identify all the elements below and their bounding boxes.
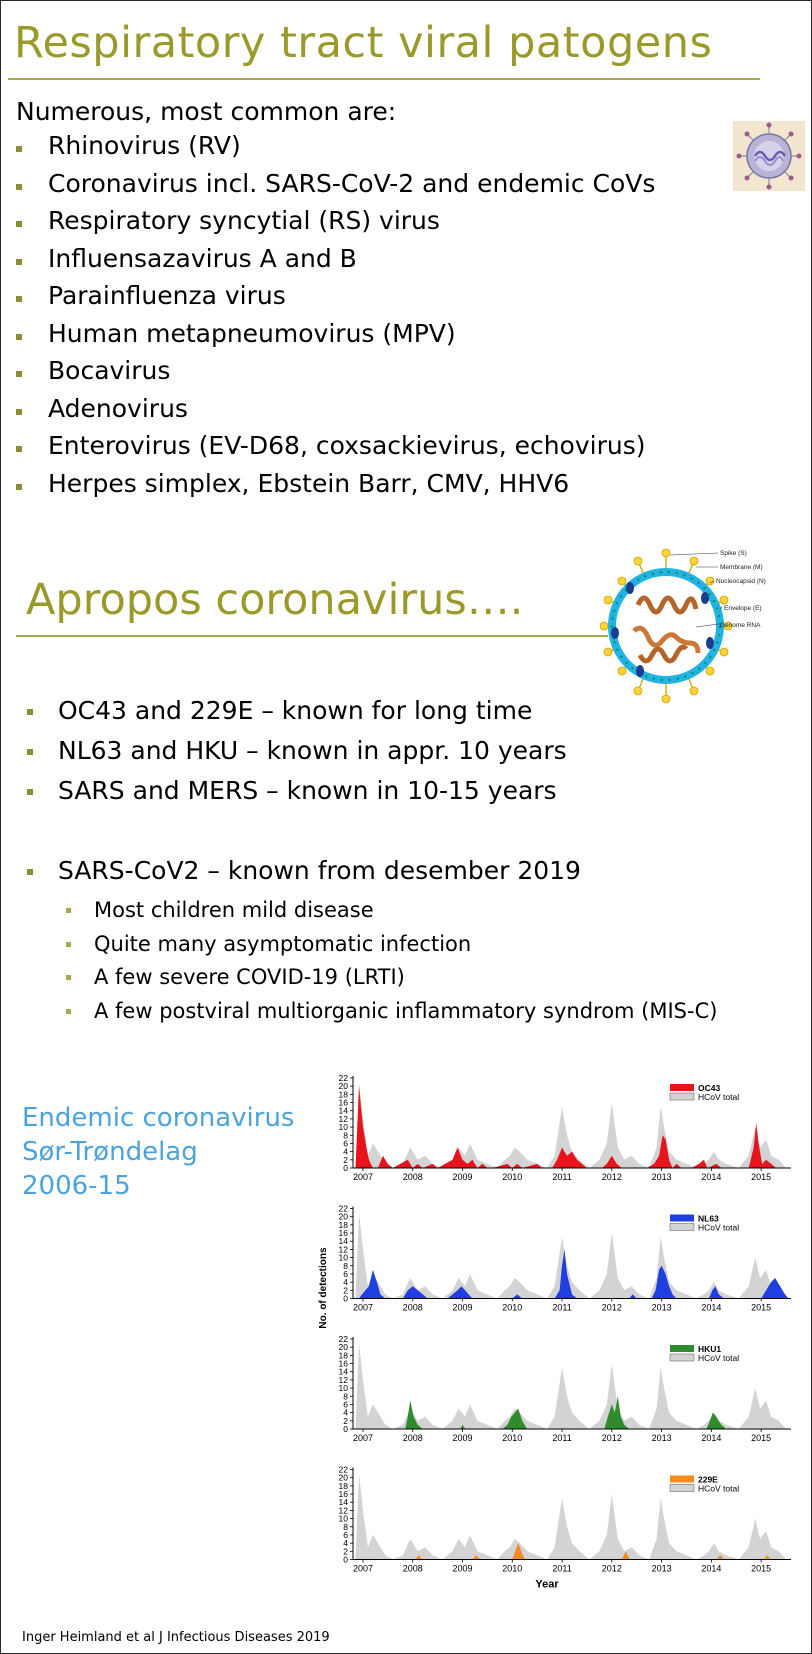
x-tick-label: 2012 — [601, 1302, 622, 1313]
sars-cov2-subpoint: A few postviral multiorganic inflammatory syndrom (MIS-C) — [0, 998, 717, 1032]
legend-label: 229E — [698, 1474, 718, 1485]
endemic-caption — [22, 1101, 294, 1203]
virus-list-item: Enterovirus (EV-D68, coxsackievirus, echovirus) — [0, 431, 655, 469]
y-tick-label: 14 — [338, 1366, 348, 1377]
section-underline — [16, 635, 608, 637]
y-tick-label: 4 — [343, 1146, 348, 1157]
x-tick-label: 2009 — [452, 1172, 473, 1182]
x-tick-label: 2015 — [751, 1302, 772, 1313]
x-tick-label: 2011 — [552, 1302, 572, 1313]
x-tick-label: 2007 — [352, 1172, 373, 1182]
virus-list-item: Human metapneumovirus (MPV) — [0, 319, 655, 357]
y-tick-label: 20 — [338, 1211, 348, 1222]
y-tick-label: 4 — [343, 1407, 348, 1418]
virus-list-item: Adenovirus — [0, 394, 655, 432]
y-tick-label: 6 — [343, 1138, 348, 1149]
virus-list-item: Herpes simplex, Ebstein Barr, CMV, HHV6 — [0, 469, 655, 507]
y-tick-label: 22 — [338, 1464, 348, 1475]
x-tick-label: 2011 — [552, 1563, 572, 1574]
x-tick-label: 2014 — [701, 1433, 722, 1443]
legend-label: NL63 — [698, 1213, 719, 1224]
y-tick-label: 12 — [338, 1505, 348, 1516]
coronavirus-history-item: OC43 and 229E – known for long time — [0, 696, 567, 736]
y-tick-label: 8 — [343, 1521, 348, 1532]
sars-cov2-subpoint-list — [0, 897, 717, 1031]
x-tick-label: 2015 — [751, 1563, 772, 1574]
x-tick-label: 2009 — [452, 1563, 473, 1574]
coronavirus-history-item: SARS and MERS – known in 10-15 years — [0, 776, 567, 816]
sars-cov2-item: SARS-CoV2 – known from desember 2019 — [0, 856, 581, 896]
y-tick-label: 2 — [343, 1546, 348, 1557]
x-tick-label: 2010 — [502, 1563, 523, 1574]
y-tick-label: 2 — [343, 1285, 348, 1296]
y-tick-label: 10 — [338, 1383, 348, 1394]
sars-cov2-subpoint: A few severe COVID-19 (LRTI) — [0, 964, 717, 998]
coronavirus-detections-chart — [300, 1070, 800, 1626]
y-tick-label: 22 — [338, 1334, 348, 1344]
x-tick-label: 2010 — [502, 1433, 523, 1443]
x-tick-label: 2014 — [701, 1302, 722, 1313]
x-tick-label: 2009 — [452, 1433, 473, 1443]
virus-illustration — [733, 121, 805, 191]
y-tick-label: 0 — [343, 1163, 348, 1173]
y-tick-label: 18 — [338, 1089, 348, 1100]
x-tick-label: 2013 — [651, 1433, 672, 1443]
x-tick-label: 2012 — [601, 1172, 622, 1182]
sars-cov2-subpoint: Quite many asymptomatic infection — [0, 931, 717, 965]
title-underline — [8, 78, 760, 80]
citation: Inger Heimland et al J Infectious Diseases 2019 — [22, 1630, 330, 1645]
virus-list-item: Bocavirus — [0, 356, 655, 394]
x-tick-label: 2014 — [701, 1172, 722, 1182]
y-tick-label: 18 — [338, 1350, 348, 1361]
x-tick-label: 2014 — [701, 1563, 722, 1574]
y-tick-label: 6 — [343, 1268, 348, 1279]
intro-text: Numerous, most common are: — [16, 97, 397, 126]
y-tick-label: 10 — [338, 1252, 348, 1263]
y-tick-label: 10 — [338, 1122, 348, 1133]
endemic-caption-line: Sør-Trøndelag — [22, 1137, 198, 1167]
endemic-caption-line: Endemic coronavirus — [22, 1103, 295, 1133]
x-tick-label: 2007 — [352, 1563, 373, 1574]
y-tick-label: 0 — [343, 1554, 348, 1565]
x-tick-label: 2015 — [751, 1433, 772, 1443]
y-axis-label: No. of detections — [318, 1247, 329, 1329]
y-tick-label: 20 — [338, 1472, 348, 1483]
y-tick-label: 14 — [338, 1105, 348, 1116]
x-axis-label: Year — [535, 1578, 559, 1591]
legend-label: HCoV total — [698, 1092, 740, 1102]
endemic-caption-line: 2006-15 — [22, 1171, 131, 1201]
virus-list-item: Respiratory syncytial (RS) virus — [0, 206, 655, 244]
virus-list-item: Parainfluenza virus — [0, 281, 655, 319]
x-tick-label: 2008 — [402, 1172, 423, 1182]
y-tick-label: 16 — [338, 1489, 348, 1500]
x-tick-label: 2008 — [402, 1563, 423, 1574]
y-tick-label: 12 — [338, 1113, 348, 1124]
y-tick-label: 0 — [343, 1293, 348, 1304]
x-tick-label: 2015 — [751, 1172, 772, 1182]
y-tick-label: 2 — [343, 1154, 348, 1165]
y-tick-label: 2 — [343, 1415, 348, 1426]
diagram-label: Envelope (E) — [724, 605, 762, 612]
y-tick-label: 4 — [343, 1538, 348, 1549]
y-tick-label: 16 — [338, 1097, 348, 1108]
x-tick-label: 2010 — [502, 1302, 523, 1313]
y-tick-label: 6 — [343, 1399, 348, 1410]
legend-swatch-229e — [670, 1476, 694, 1483]
x-tick-label: 2007 — [352, 1433, 373, 1443]
virus-list — [0, 131, 655, 506]
legend-swatch-hku1 — [670, 1345, 694, 1352]
x-tick-label: 2012 — [601, 1563, 622, 1574]
coronavirus-structure-diagram — [600, 543, 808, 708]
diagram-label: Membrane (M) — [720, 564, 763, 571]
x-tick-label: 2008 — [402, 1433, 423, 1443]
y-tick-label: 8 — [343, 1260, 348, 1271]
diagram-label: Nucleocapsid (N) — [716, 578, 766, 585]
y-tick-label: 12 — [338, 1374, 348, 1385]
x-tick-label: 2013 — [651, 1302, 672, 1313]
coronavirus-history-list — [0, 696, 567, 816]
y-tick-label: 8 — [343, 1391, 348, 1402]
y-tick-label: 0 — [343, 1424, 348, 1434]
y-tick-label: 8 — [343, 1130, 348, 1141]
y-tick-label: 14 — [338, 1236, 348, 1247]
virus-list-item: Influensazavirus A and B — [0, 244, 655, 282]
y-tick-label: 14 — [338, 1497, 348, 1508]
x-tick-label: 2011 — [552, 1433, 572, 1443]
legend-swatch-hcov-total — [670, 1093, 694, 1100]
y-tick-label: 22 — [338, 1073, 348, 1083]
y-tick-label: 18 — [338, 1480, 348, 1491]
legend-swatch-nl63 — [670, 1215, 694, 1222]
x-tick-label: 2013 — [651, 1172, 672, 1182]
slide-title: Respiratory tract viral patogens — [14, 18, 713, 68]
x-tick-label: 2008 — [402, 1302, 423, 1313]
x-tick-label: 2009 — [452, 1302, 473, 1313]
legend-swatch-oc43 — [670, 1084, 694, 1091]
y-tick-label: 20 — [338, 1342, 348, 1353]
section-title: Apropos coronavirus…. — [26, 575, 524, 625]
y-tick-label: 16 — [338, 1228, 348, 1239]
x-tick-label: 2010 — [502, 1172, 523, 1182]
legend-swatch-hcov-total — [670, 1354, 694, 1361]
virus-list-item: Rhinovirus (RV) — [0, 131, 655, 169]
diagram-label: Genome RNA — [720, 622, 761, 629]
legend-label: OC43 — [698, 1083, 721, 1093]
y-tick-label: 10 — [338, 1513, 348, 1524]
x-tick-label: 2011 — [552, 1172, 572, 1182]
coronavirus-history-item: NL63 and HKU – known in appr. 10 years — [0, 736, 567, 776]
virus-list-item: Coronavirus incl. SARS-CoV-2 and endemic CoVs — [0, 169, 655, 207]
diagram-label: Spike (S) — [720, 550, 747, 557]
legend-label: HKU1 — [698, 1344, 722, 1354]
legend-swatch-hcov-total — [670, 1224, 694, 1231]
legend-label: HCoV total — [698, 1222, 740, 1233]
sars-cov2-list — [0, 856, 581, 896]
sars-cov2-subpoint: Most children mild disease — [0, 897, 717, 931]
y-tick-label: 20 — [338, 1081, 348, 1092]
legend-swatch-hcov-total — [670, 1485, 694, 1492]
y-tick-label: 12 — [338, 1244, 348, 1255]
y-tick-label: 22 — [338, 1203, 348, 1214]
legend-label: HCoV total — [698, 1353, 740, 1363]
x-tick-label: 2012 — [601, 1433, 622, 1443]
y-tick-label: 18 — [338, 1219, 348, 1230]
x-tick-label: 2007 — [352, 1302, 373, 1313]
y-tick-label: 16 — [338, 1358, 348, 1369]
x-tick-label: 2013 — [651, 1563, 672, 1574]
legend-label: HCoV total — [698, 1483, 740, 1494]
y-tick-label: 4 — [343, 1277, 348, 1288]
y-tick-label: 6 — [343, 1529, 348, 1540]
